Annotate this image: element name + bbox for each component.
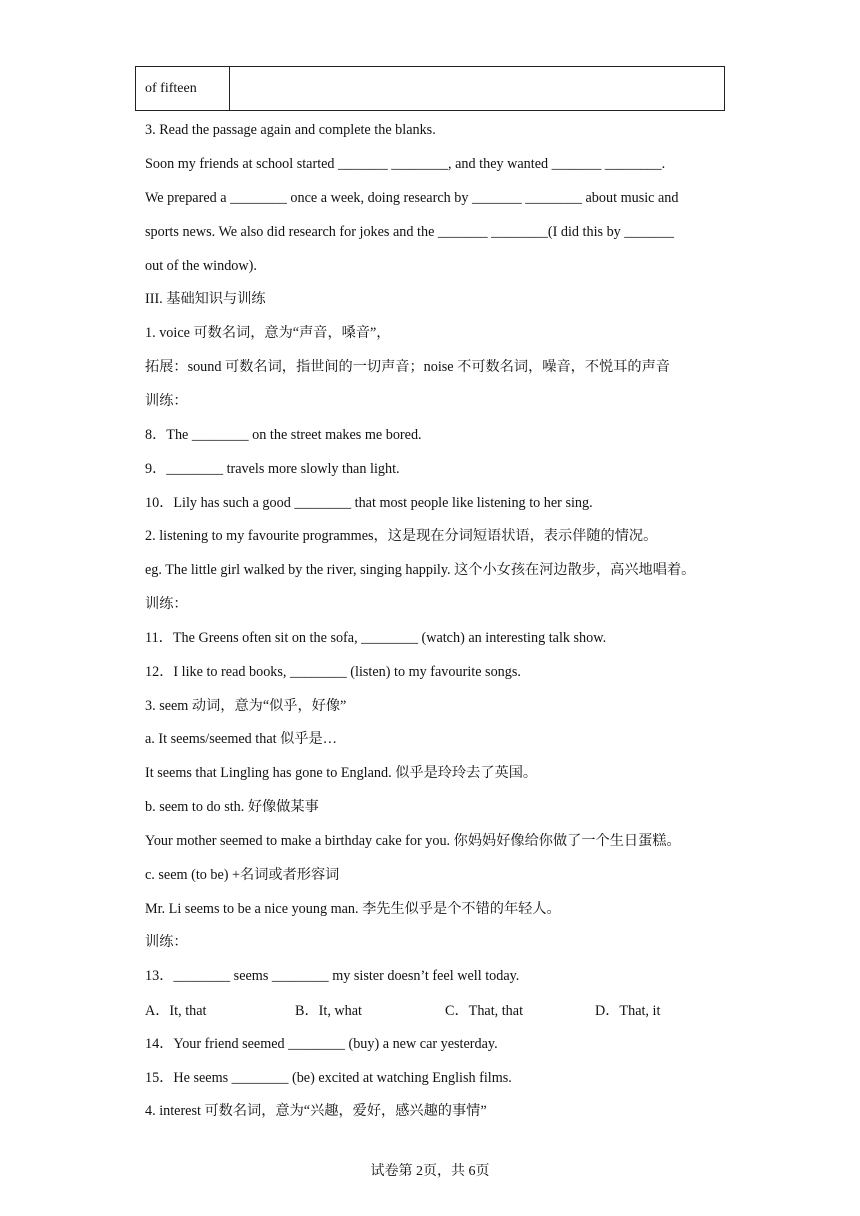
point-3a: a. It seems/seemed that 似乎是… (145, 731, 337, 747)
practice-label: 训练： (145, 393, 188, 409)
page-footer: 试卷第 2页，共 6页 (370, 1164, 490, 1179)
passage-line-3: sports news. We also did research for jokes and the _______ ________(I did this by _______ (145, 224, 674, 240)
point-3-seem: 3. seem 动词，意为“似乎，好像” (145, 698, 347, 714)
point-2-example: eg. The little girl walked by the river, singing happily. 这个小女孩在河边散步，高兴地唱着。 (145, 562, 696, 578)
point-3a-example: It seems that Lingling has gone to England. 似乎是玲玲去了英国。 (145, 765, 538, 781)
question-14: 14．Your friend seemed ________ (buy) a new car yesterday. (145, 1036, 498, 1052)
option-a: A．It, that (145, 1003, 207, 1019)
question-8: 8．The ________ on the street makes me bored. (145, 427, 422, 443)
point-1-extension: 拓展：sound 可数名词，指世间的一切声音；noise 不可数名词，噪音，不悦耳的声音 (145, 359, 670, 375)
question-15: 15．He seems ________ (be) excited at watching English films. (145, 1070, 512, 1086)
point-3b: b. seem to do sth. 好像做某事 (145, 799, 319, 815)
table-cell-value (230, 67, 725, 111)
passage-line-4: out of the window). (145, 258, 257, 274)
question-9: 9．________ travels more slowly than light. (145, 461, 400, 477)
point-4-interest: 4. interest 可数名词，意为“兴趣，爱好，感兴趣的事情” (145, 1103, 487, 1119)
question-12: 12．I like to read books, ________ (listen) to my favourite songs. (145, 664, 521, 680)
option-c: C．That, that (445, 1003, 524, 1019)
point-3c-example: Mr. Li seems to be a nice young man. 李先生似乎是个不错的年轻人。 (145, 901, 561, 917)
passage-line-1: Soon my friends at school started _______ ________, and they wanted _______ ________. (145, 156, 666, 172)
section-heading: III. 基础知识与训练 (145, 291, 266, 307)
question-3-heading: 3. Read the passage again and complete the blanks. (145, 122, 436, 138)
practice-label: 训练： (145, 934, 188, 950)
option-b: B．It, what (295, 1003, 362, 1019)
point-3b-example: Your mother seemed to make a birthday cake for you. 你妈妈好像给你做了一个生日蛋糕。 (145, 833, 681, 849)
option-d: D．That, it (595, 1003, 661, 1019)
answer-table (135, 66, 725, 111)
table-cell-label: of fifteen (136, 67, 230, 111)
point-2-participle: 2. listening to my favourite programmes，这是现在分词短语状语，表示伴随的情况。 (145, 528, 658, 544)
practice-label: 训练： (145, 596, 188, 612)
point-1-voice: 1. voice 可数名词，意为“声音，嗓音”， (145, 325, 391, 341)
table-row (136, 67, 725, 111)
passage-line-2: We prepared a ________ once a week, doing research by _______ ________ about music and (145, 190, 679, 206)
question-10: 10．Lily has such a good ________ that most people like listening to her sing. (145, 495, 593, 511)
question-11: 11．The Greens often sit on the sofa, ________ (watch) an interesting talk show. (145, 630, 607, 646)
question-13: 13．________ seems ________ my sister doesn’t feel well today. (145, 968, 520, 984)
point-3c: c. seem (to be) +名词或者形容词 (145, 867, 340, 883)
